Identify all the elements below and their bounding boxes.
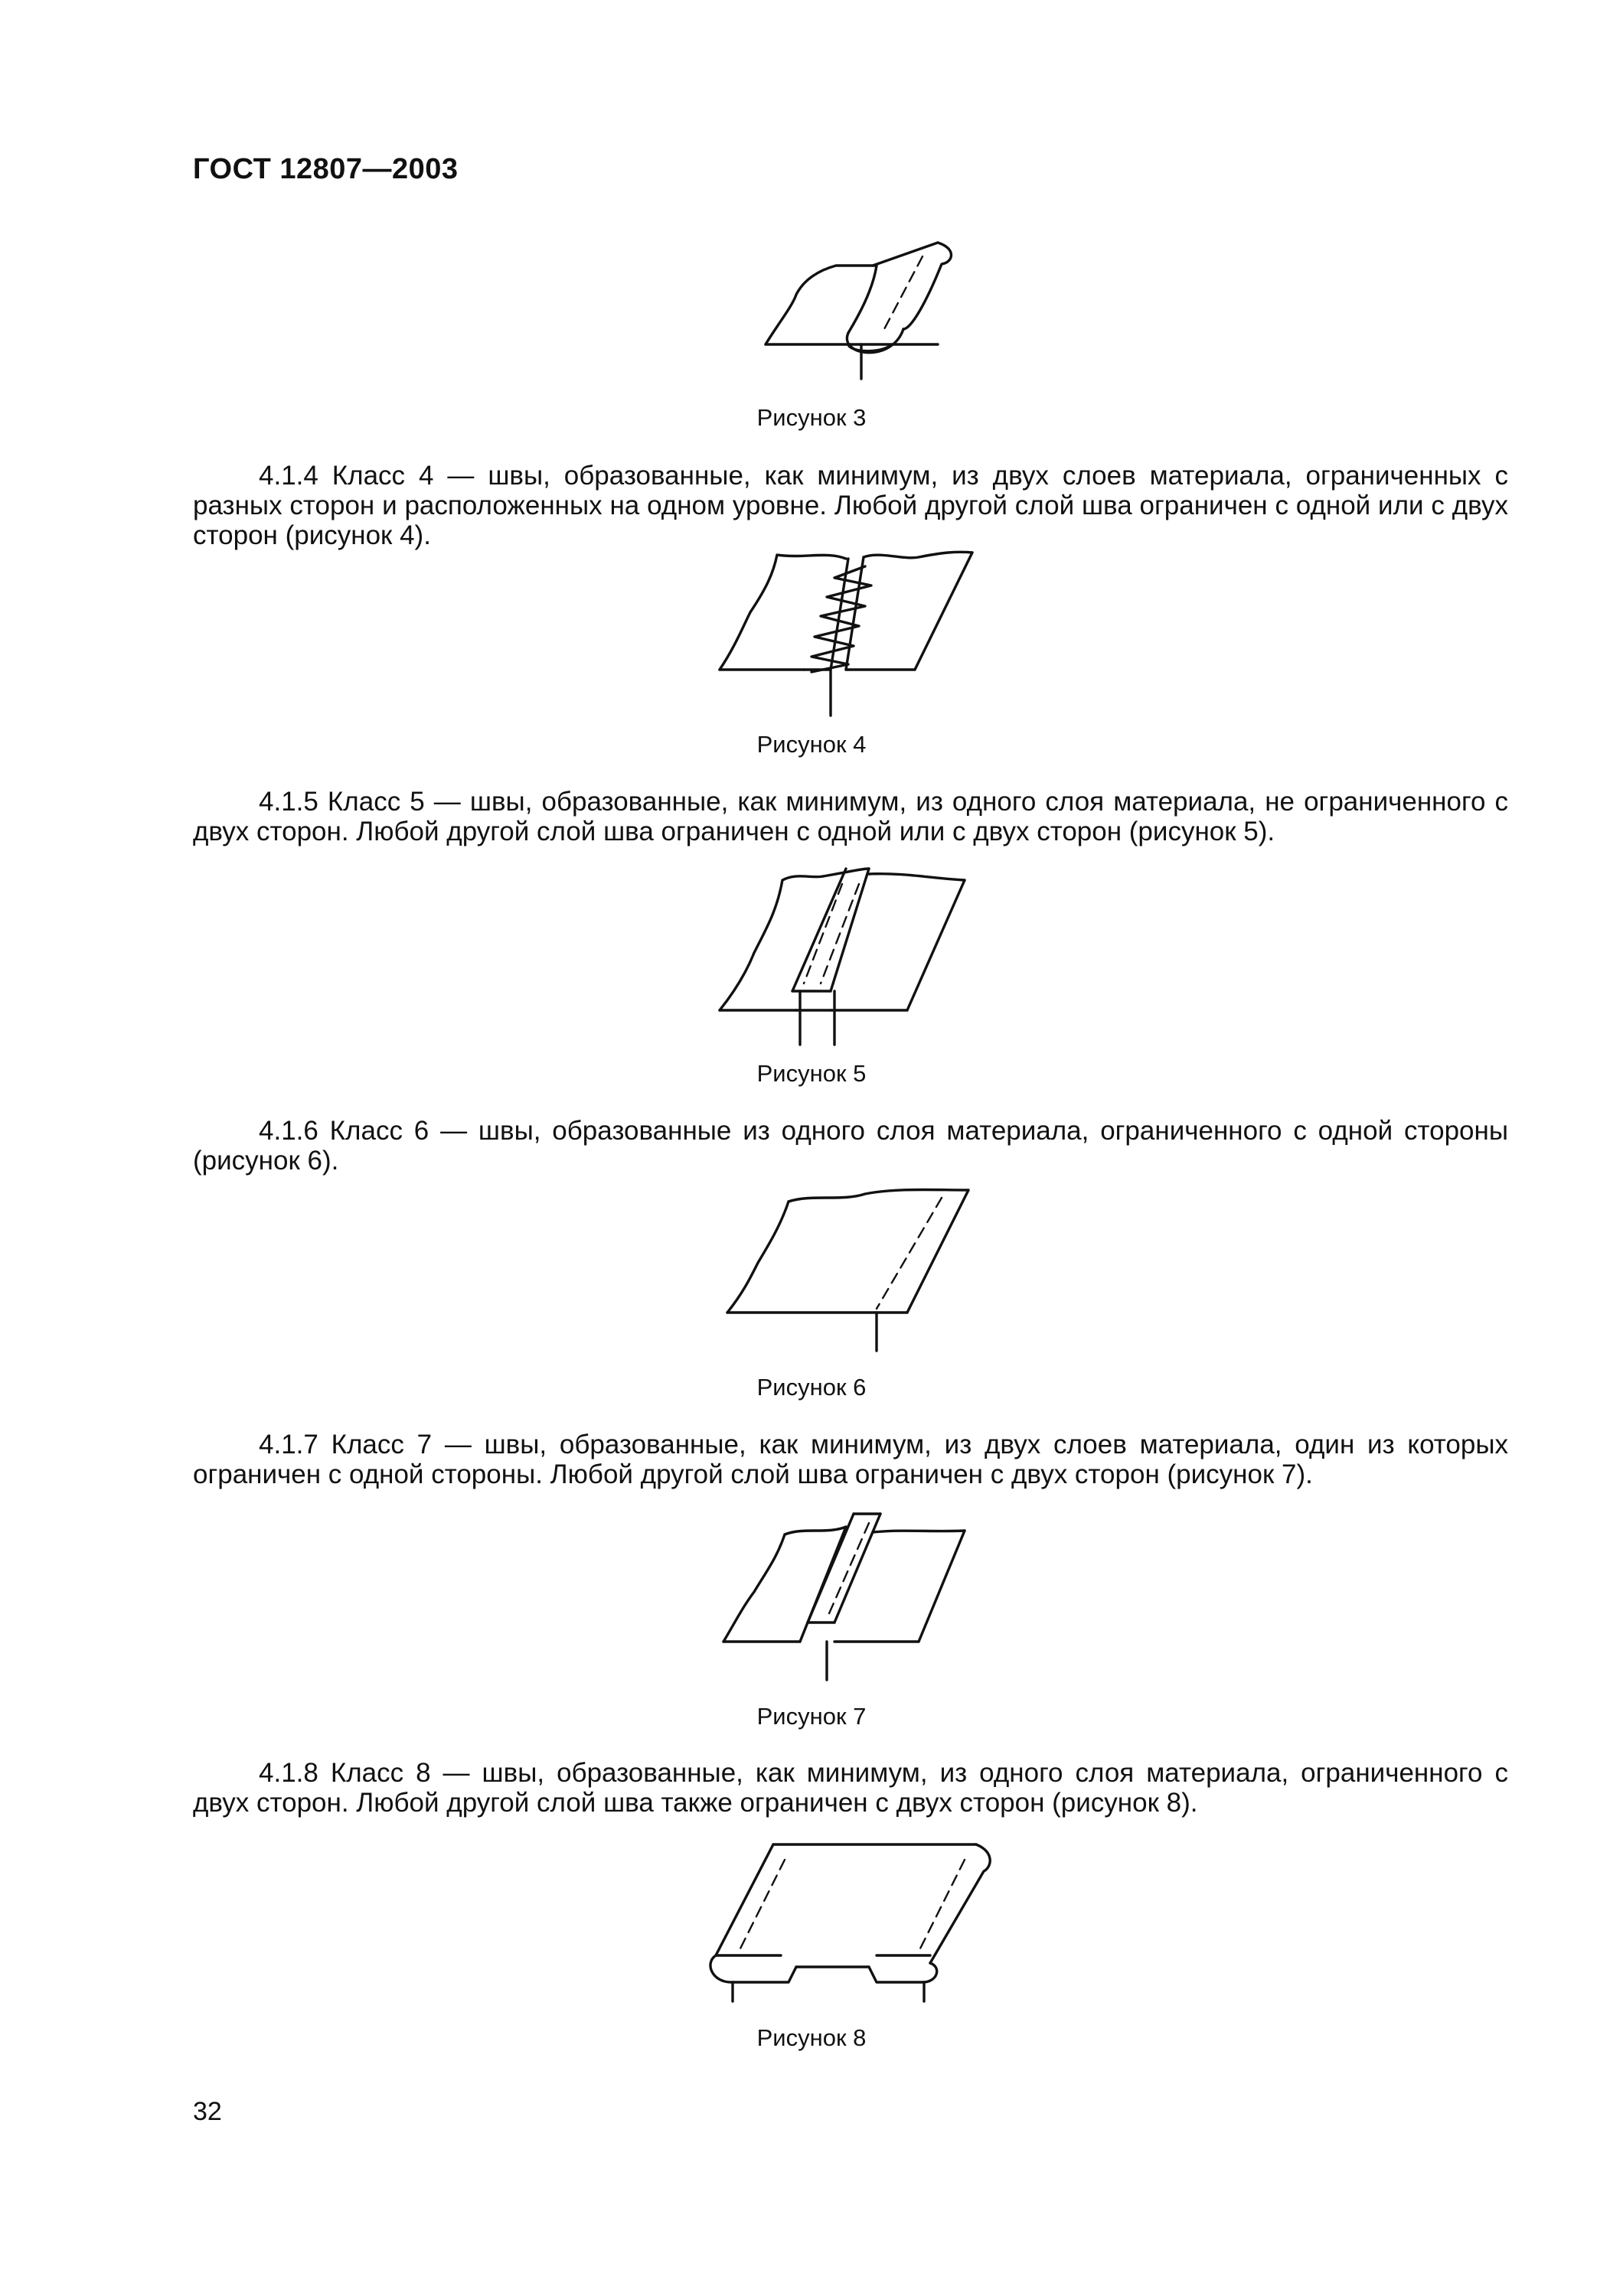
paragraph-text: 4.1.5 Класс 5 — швы, образованные, как минимум, из одного слоя материала, не ограниченного с двух сторон. Любой другой слой шва ограничен с одной или с двух сторон (рисунок 5). [193,787,1508,846]
seam-class-4-drawing [712,543,988,719]
figure-caption: Рисунок 6 [756,1374,867,1401]
seam-class-8-drawing [700,1829,1007,2005]
document-header: ГОСТ 12807—2003 [193,153,459,185]
page-number: 32 [193,2097,222,2126]
seam-class-3-drawing [750,233,965,386]
paragraph-4-1-7 [193,1430,1508,1489]
seam-class-7-drawing [712,1500,988,1684]
figure-caption: Рисунок 7 [756,1703,867,1730]
paragraph-text: 4.1.8 Класс 8 — швы, образованные, как минимум, из одного слоя материала, ограниченного с двух сторон. Любой другой слой шва также ограничен с двух сторон (рисунок 8). [193,1758,1508,1818]
paragraph-text: 4.1.7 Класс 7 — швы, образованные, как минимум, из двух слоев материала, один из которых ограничен с одной стороны. Любой другой слой шва ограничен с двух сторон (рисунок 7). [193,1430,1508,1489]
paragraph-text: 4.1.6 Класс 6 — швы, образованные из одного слоя материала, ограниченного с одной стороны (рисунок 6). [193,1116,1508,1176]
figure-caption: Рисунок 8 [756,2024,867,2051]
paragraph-4-1-8 [193,1758,1508,1818]
paragraph-4-1-6 [193,1116,1508,1176]
figure-caption: Рисунок 3 [756,404,867,431]
paragraph-4-1-5 [193,787,1508,846]
figure-caption: Рисунок 5 [756,1060,867,1087]
seam-class-5-drawing [712,857,988,1049]
paragraph-4-1-4 [193,461,1508,550]
paragraph-text: 4.1.4 Класс 4 — швы, образованные, как минимум, из двух слоев материала, ограниченных с разных сторон и расположенных на одном уровне. Любой другой слой шва ограничен с одной или с двух сторон (рисунок 4). [193,461,1508,550]
figure-caption: Рисунок 4 [756,731,867,758]
seam-class-6-drawing [712,1171,988,1355]
